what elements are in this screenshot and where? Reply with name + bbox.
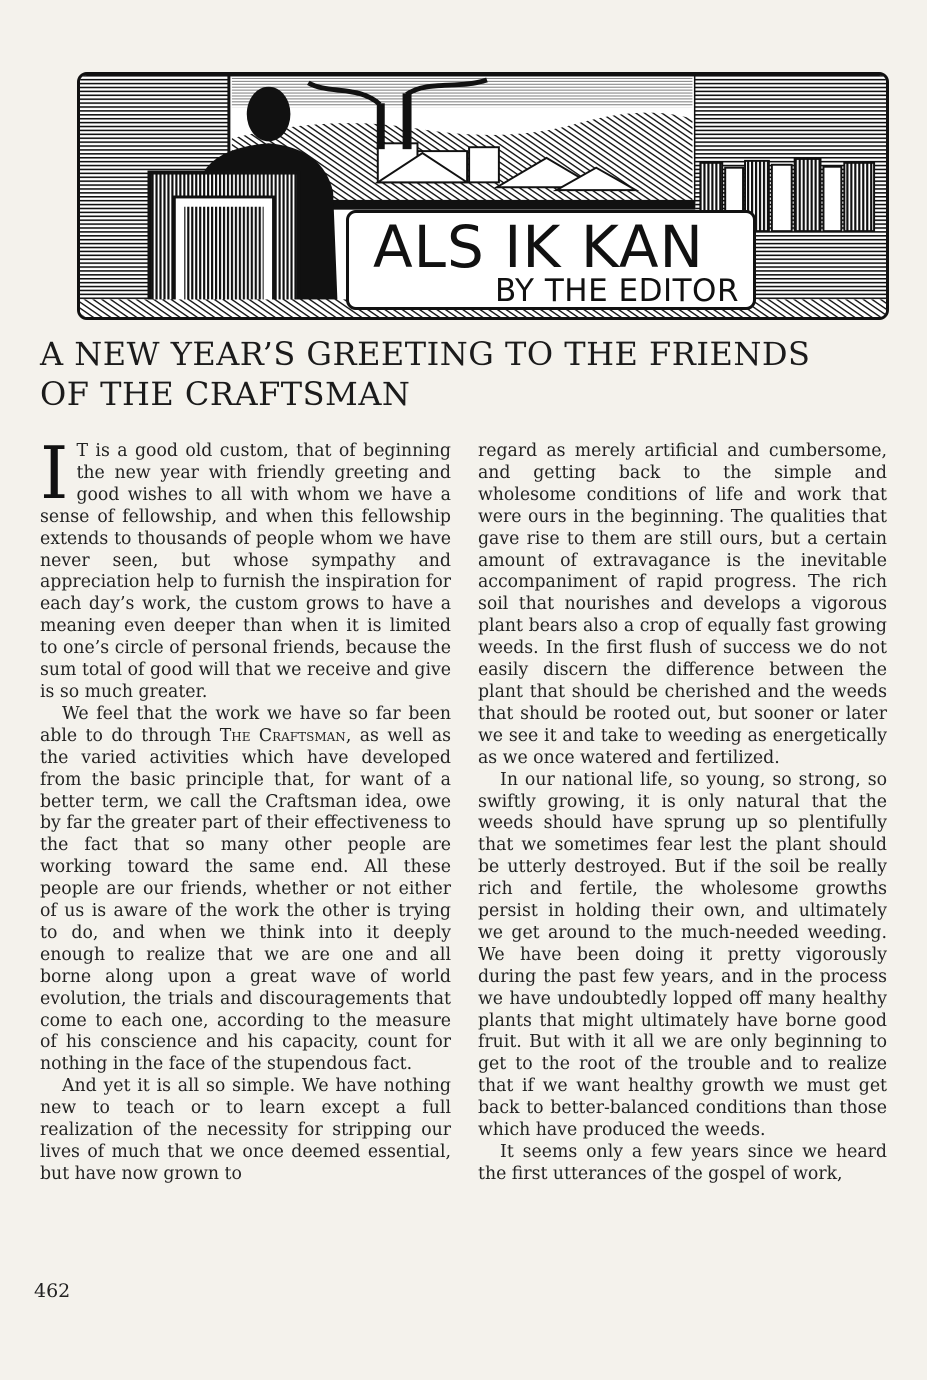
- headline-line-2: OF THE CRAFTSMAN: [40, 375, 411, 413]
- left-column: [40, 431, 451, 1186]
- article-headline: [40, 334, 900, 414]
- paragraph-4: In our national life, so young, so strong, so swiftly growing, it is only natural that the weeds should have sprung up so plentifully that we sometimes fear lest the plant should be utterly destroyed. But if the soil be really rich and fertile, the wholesome growths persist in holding their own, and ultimately we get around to the much-needed weeding. We have been doing it pretty vigorously during the past few years, and in the process we have undoubtedly lopped off many healthy plants that might ultimately have borne good fruit. But with it all we are only beginning to get to the root of the trouble and to realize that if we want healthy growth we must get back to better-balanced conditions than those which have produced the weeds.: [478, 769, 887, 1141]
- header-illustration: [77, 72, 889, 320]
- title-plate: [346, 210, 756, 310]
- paragraph-1-text: T is a good old custom, that of beginning the new year with friendly greeting and good wishes to all with whom we have a sense of fellowship, and when this fellowship extends to thousands of people whom we have never seen, but whose sympathy and appreciation help to furnish the inspiration for each day’s work, the custom grows to have a meaning even deeper than when it is limited to one’s circle of personal friends, because the sum total of good will that we receive and give is so much greater.: [40, 441, 451, 702]
- paragraph-2: [40, 704, 451, 1076]
- headline-line-1: A NEW YEAR’S GREETING TO THE FRIENDS: [40, 335, 811, 373]
- paragraph-1: [40, 431, 451, 704]
- paragraph-5: It seems only a few years since we heard the first utterances of the gospel of work,: [478, 1142, 887, 1184]
- page-number: 462: [34, 1280, 71, 1302]
- paragraph-3-continued: regard as merely artificial and cumbersome, and getting back to the simple and wholesome conditions of life and work that were ours in the beginning. The qualities that gave rise to them are still ours, but a certain amount of extravagance is the inevitable accompaniment of rapid progress. The rich soil that nourishes and develops a vigorous plant bears also a crop of equally fast growing weeds. In the first flush of success we do not easily discern the difference between the plant that should be cherished and the weeds that should be rooted out, but sooner or later we see it and take to weeding as energetically as we once watered and fertilized.: [478, 441, 887, 768]
- magazine-name: The Craftsman: [219, 725, 346, 746]
- paragraph-2-start: We feel that the work we have so far been able to do through: [40, 703, 451, 746]
- right-column: [478, 441, 887, 1186]
- paragraph-3: And yet it is all so simple. We have nothing new to teach or to learn except a full realization of the necessity for stripping our lives of much that we once deemed essential, but have now grown to: [40, 1076, 451, 1184]
- drop-cap: I: [40, 431, 69, 515]
- paragraph-2-rest: , as well as the varied activities which have developed from the basic principle that, for want of a better term, we call the Craftsman idea, owe by far the greater part of their effectiveness to the fact that so many other people are working toward the same end. All these people are our friends, whether or not either of us is aware of the work the other is trying to do, and when we think into it deeply enough to realize that we are one and all borne along upon a great wave of world evolution, the trials and discouragements that come to each one, according to the measure of his conscience and his capacity, count for nothing in the face of the stupendous fact.: [40, 725, 451, 1075]
- banner-title: ALS IK KAN: [373, 213, 704, 281]
- banner-byline: BY THE EDITOR: [494, 273, 739, 309]
- man-head: [247, 87, 291, 142]
